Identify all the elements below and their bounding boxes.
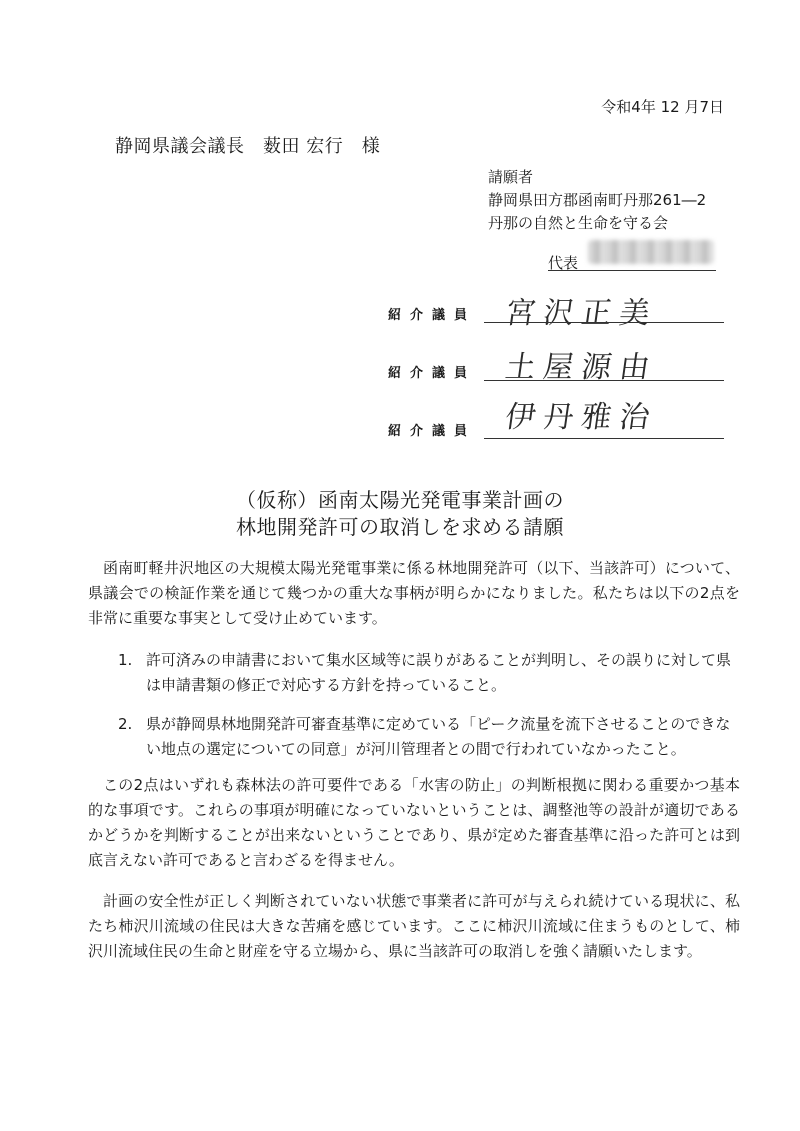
list-item-text: 県が静岡県林地開発許可審査基準に定めている「ピーク流量を流下させることのできない地点の選定についての同意」が河川管理者との間で行われていなかったこと。: [146, 715, 731, 758]
introducer-row: [0, 348, 800, 392]
petitioner-address: 静岡県田方郡函南町丹那261―2: [488, 191, 707, 209]
petition-title-line2: 林地開発許可の取消しを求める請願: [236, 515, 564, 539]
introducer-row: [0, 400, 800, 450]
introducer-label: 紹介議員: [388, 366, 477, 381]
petitioner-organization: 丹那の自然と生命を守る会: [488, 214, 669, 232]
introducer-label: 紹介議員: [388, 424, 477, 439]
signature-line: [484, 380, 724, 381]
introducer-label: 紹介議員: [388, 308, 477, 323]
recipient: 静岡県議会議長 薮田 宏行 様: [115, 136, 381, 157]
body-paragraph-3: 計画の安全性が正しく判断されていない状態で事業者に許可が与えられ続けている現状に、私たち柿沢川流域の住民は大きな苦痛を感じています。ここに柿沢川流域に住まうものとして、柿沢川流域住民の生命と財産を守る立場から、県に当該許可の取消しを強く請願いたします。: [88, 892, 740, 960]
redacted-representative-name: [588, 240, 714, 264]
list-item-number: 1.: [118, 651, 133, 669]
body-paragraph-2: この2点はいずれも森林法の許可要件である「水害の防止」の判断根拠に関わる重要かつ基本的な事項です。これらの事項が明確になっていないということは、調整池等の設計が適切であるかどうかを判断することが出来ないということであり、県が定めた審査基準に沿った許可とは到底言えない許可であると言わざるを得ません。: [88, 776, 740, 869]
signature-line: [484, 438, 724, 439]
signature-line: [484, 322, 724, 323]
document-date: 令和4年 12 月7日: [601, 98, 724, 116]
introducer-signature: 伊丹雅治: [503, 400, 660, 435]
introducer-signature: 宮沢正美: [503, 296, 660, 331]
list-item-number: 2.: [118, 715, 133, 733]
introducer-signature: 土屋源由: [503, 350, 660, 385]
petitioner-label: 請願者: [488, 168, 534, 186]
representative-label: 代表: [548, 254, 579, 272]
representative-underline: [548, 270, 716, 271]
petition-title-line1: （仮称）函南太陽光発電事業計画の: [236, 488, 564, 512]
list-item: [118, 712, 740, 762]
introducer-row: [0, 290, 800, 334]
body-intro-paragraph: 函南町軽井沢地区の大規模太陽光発電事業に係る林地開発許可（以下、当該許可）について、県議会での検証作業を通じて幾つかの重大な事柄が明らかになりました。私たちは以下の2点を非常に重要な事実として受け止めています。: [88, 559, 740, 627]
list-item: [118, 648, 740, 698]
list-item-text: 許可済みの申請書において集水区域等に誤りがあることが判明し、その誤りに対して県は申請書類の修正で対応する方針を持っていること。: [146, 651, 732, 694]
